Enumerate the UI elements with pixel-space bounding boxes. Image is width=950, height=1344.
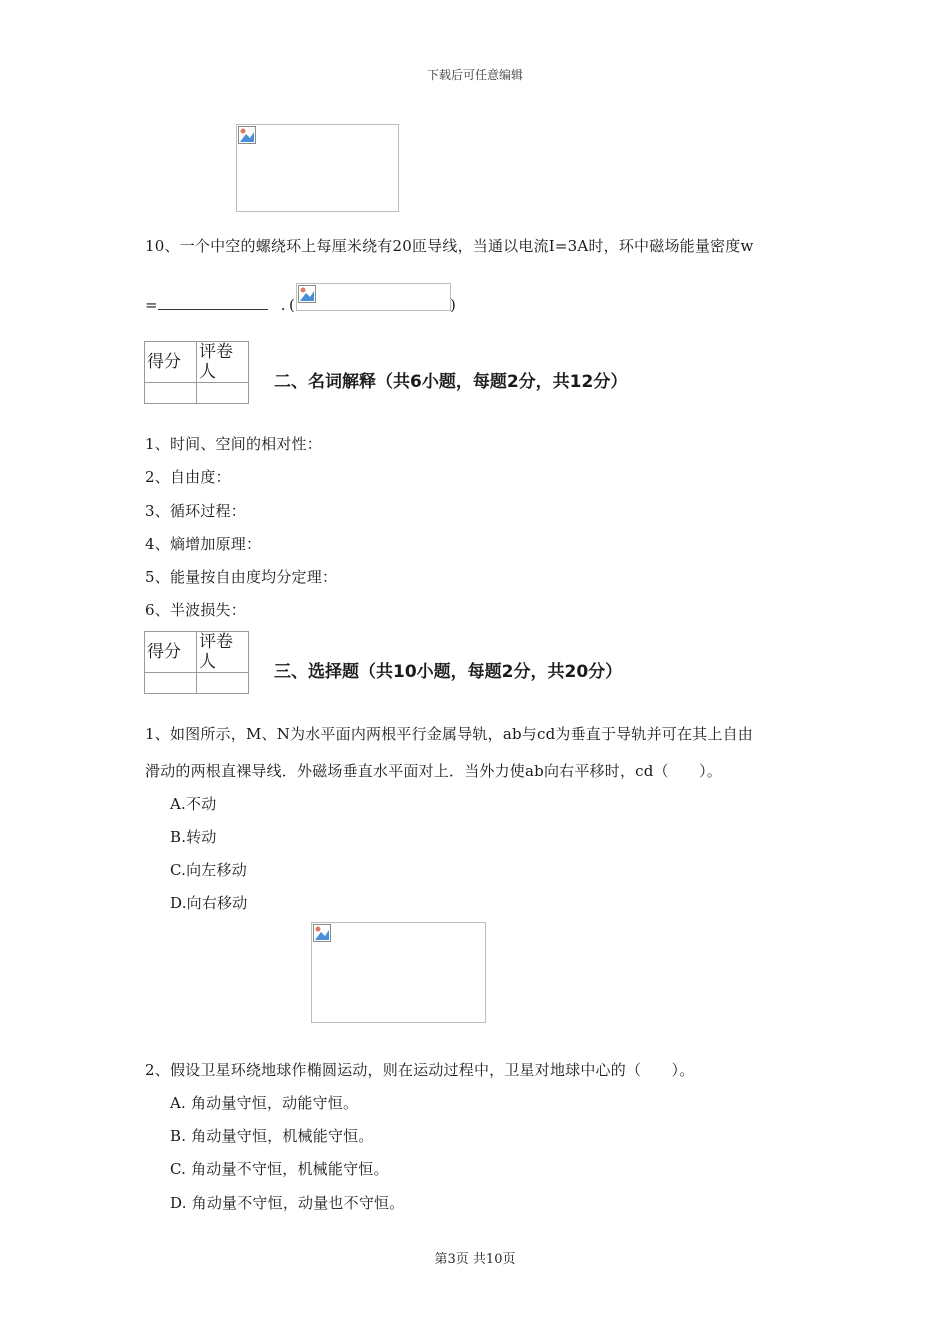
grader-label: 评卷人 [197, 342, 249, 383]
page-footer: 第3页 共10页 [434, 1252, 516, 1267]
option-a: A.不动 [170, 795, 217, 813]
term-item: 3、循环过程： [145, 502, 246, 520]
equals-sign: = [145, 296, 158, 314]
option-b: B. 角动量守恒，机械能守恒。 [170, 1127, 374, 1145]
grader-label: 评卷人 [197, 632, 249, 673]
question-2-stem: 2、假设卫星环绕地球作椭圆运动，则在运动过程中，卫星对地球中心的（ ）。 [145, 1061, 695, 1079]
question-10-text: 10、一个中空的螺绕环上每厘米绕有20匝导线，当通以电流I=3A时，环中磁场能量密度w [145, 237, 754, 255]
broken-image-icon [298, 285, 316, 303]
option-c: C. 角动量不守恒，机械能守恒。 [170, 1160, 389, 1178]
score-table [144, 341, 249, 404]
score-label: 得分 [145, 632, 197, 673]
question-1-line-1: 1、如图所示，M、N为水平面内两根平行金属导轨，ab与cd为垂直于导轨并可在其上自由 [145, 725, 753, 743]
option-c: C.向左移动 [170, 861, 247, 879]
option-d: D.向右移动 [170, 894, 248, 912]
paren-close: ) [450, 296, 457, 314]
term-item: 6、半波损失： [145, 601, 246, 619]
paren-open: ( [289, 296, 296, 314]
option-a: A. 角动量守恒，动能守恒。 [170, 1094, 359, 1112]
score-label: 得分 [145, 342, 197, 383]
term-item: 4、熵增加原理： [145, 535, 262, 553]
question-1-line-2: 滑动的两根直裸导线．外磁场垂直水平面对上．当外力使ab向右平移时，cd（ ）。 [145, 762, 723, 780]
grader-cell [197, 673, 249, 694]
term-item: 5、能量按自由度均分定理： [145, 568, 338, 586]
broken-image-icon [238, 126, 256, 144]
term-item: 1、时间、空间的相对性： [145, 435, 322, 453]
answer-blank [158, 297, 268, 310]
score-cell [145, 673, 197, 694]
section-2-title: 二、名词解释（共6小题，每题2分，共12分） [274, 372, 628, 392]
option-d: D. 角动量不守恒，动量也不守恒。 [170, 1194, 405, 1212]
broken-image-icon [313, 924, 331, 942]
period-mark: . [280, 296, 286, 314]
option-b: B.转动 [170, 828, 217, 846]
formula-image [296, 283, 451, 311]
term-item: 2、自由度： [145, 468, 231, 486]
broken-image [311, 922, 486, 1023]
grader-cell [197, 383, 249, 404]
section-3-title: 三、选择题（共10小题，每题2分，共20分） [274, 662, 623, 682]
broken-image [236, 124, 399, 212]
page-header: 下载后可任意编辑 [426, 68, 523, 82]
question-10-answer-line [145, 296, 286, 314]
score-cell [145, 383, 197, 404]
score-table [144, 631, 249, 694]
